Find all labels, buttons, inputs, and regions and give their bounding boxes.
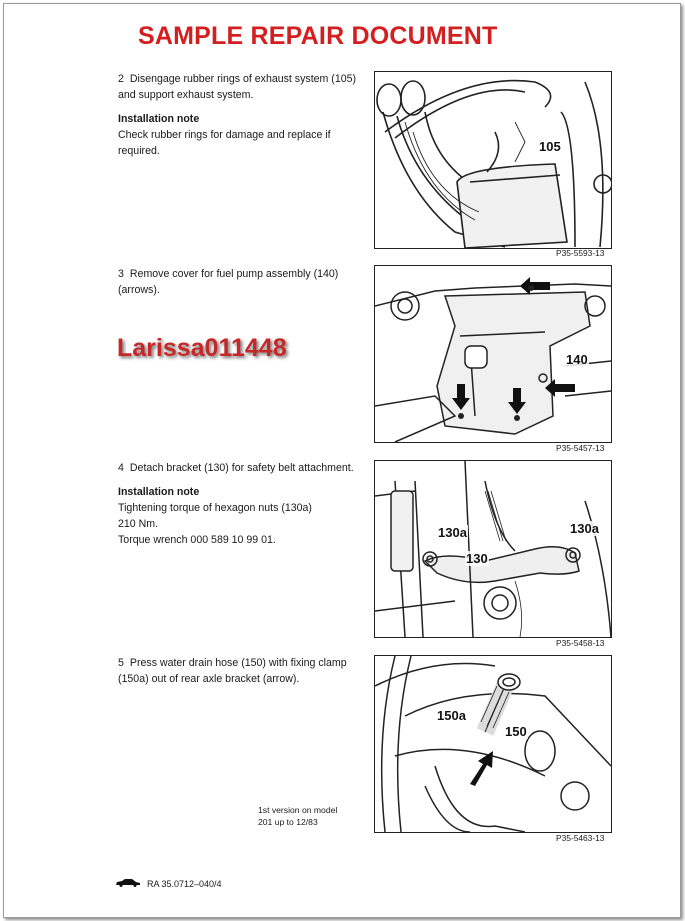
figure-belt-bracket — [374, 460, 612, 638]
callout-150a: 150a — [437, 708, 466, 723]
figure-caption: P35-5458-13 — [556, 638, 605, 648]
step-4-note-heading: Installation note — [118, 486, 200, 498]
version-note-line-2: 201 up to 12/83 — [258, 817, 318, 827]
callout-130a-left: 130a — [438, 525, 467, 540]
figure-caption: P35-5463-13 — [556, 833, 605, 843]
car-icon — [115, 878, 141, 889]
callout-130: 130 — [466, 551, 488, 566]
figure-fuel-pump-cover — [374, 265, 612, 443]
version-note — [258, 804, 337, 828]
figure-caption: P35-5593-13 — [556, 248, 605, 258]
callout-140: 140 — [566, 352, 588, 367]
figure-caption: P35-5457-13 — [556, 443, 605, 453]
version-note-line-1: 1st version on model — [258, 805, 338, 815]
callout-150: 150 — [505, 724, 527, 739]
step-4-note-line-1: Tightening torque of hexagon nuts (130a) — [118, 502, 312, 514]
step-2-text: 2 Disengage rubber rings of exhaust system (105) and support exhaust system. — [118, 73, 357, 101]
callout-130a-right: 130a — [570, 521, 599, 536]
callout-105: 105 — [539, 139, 561, 154]
step-4-note-line-3: Torque wrench 000 589 10 99 01. — [118, 534, 276, 546]
step-5 — [118, 655, 358, 687]
step-4-note-line-2: 210 Nm. — [118, 518, 159, 530]
watermark-text: Larissa011448 — [117, 334, 287, 362]
step-5-text: 5 Press water drain hose (150) with fixing clamp (150a) out of rear axle bracket (arrow). — [118, 657, 347, 685]
figure-water-drain-hose — [374, 655, 612, 833]
step-4-text: 4 Detach bracket (130) for safety belt attachment. — [118, 462, 354, 474]
document-code: RA 35.0712–040/4 — [147, 878, 222, 889]
step-2 — [118, 71, 358, 159]
document-title: SAMPLE REPAIR DOCUMENT — [138, 22, 498, 50]
step-4 — [118, 460, 358, 548]
figure-exhaust — [374, 71, 612, 249]
step-2-note-heading: Installation note — [118, 113, 200, 125]
step-3 — [118, 266, 358, 298]
step-2-note-line: Check rubber rings for damage and replace if required. — [118, 129, 331, 157]
footer — [115, 878, 222, 889]
step-3-text: 3 Remove cover for fuel pump assembly (140) (arrows). — [118, 268, 339, 296]
